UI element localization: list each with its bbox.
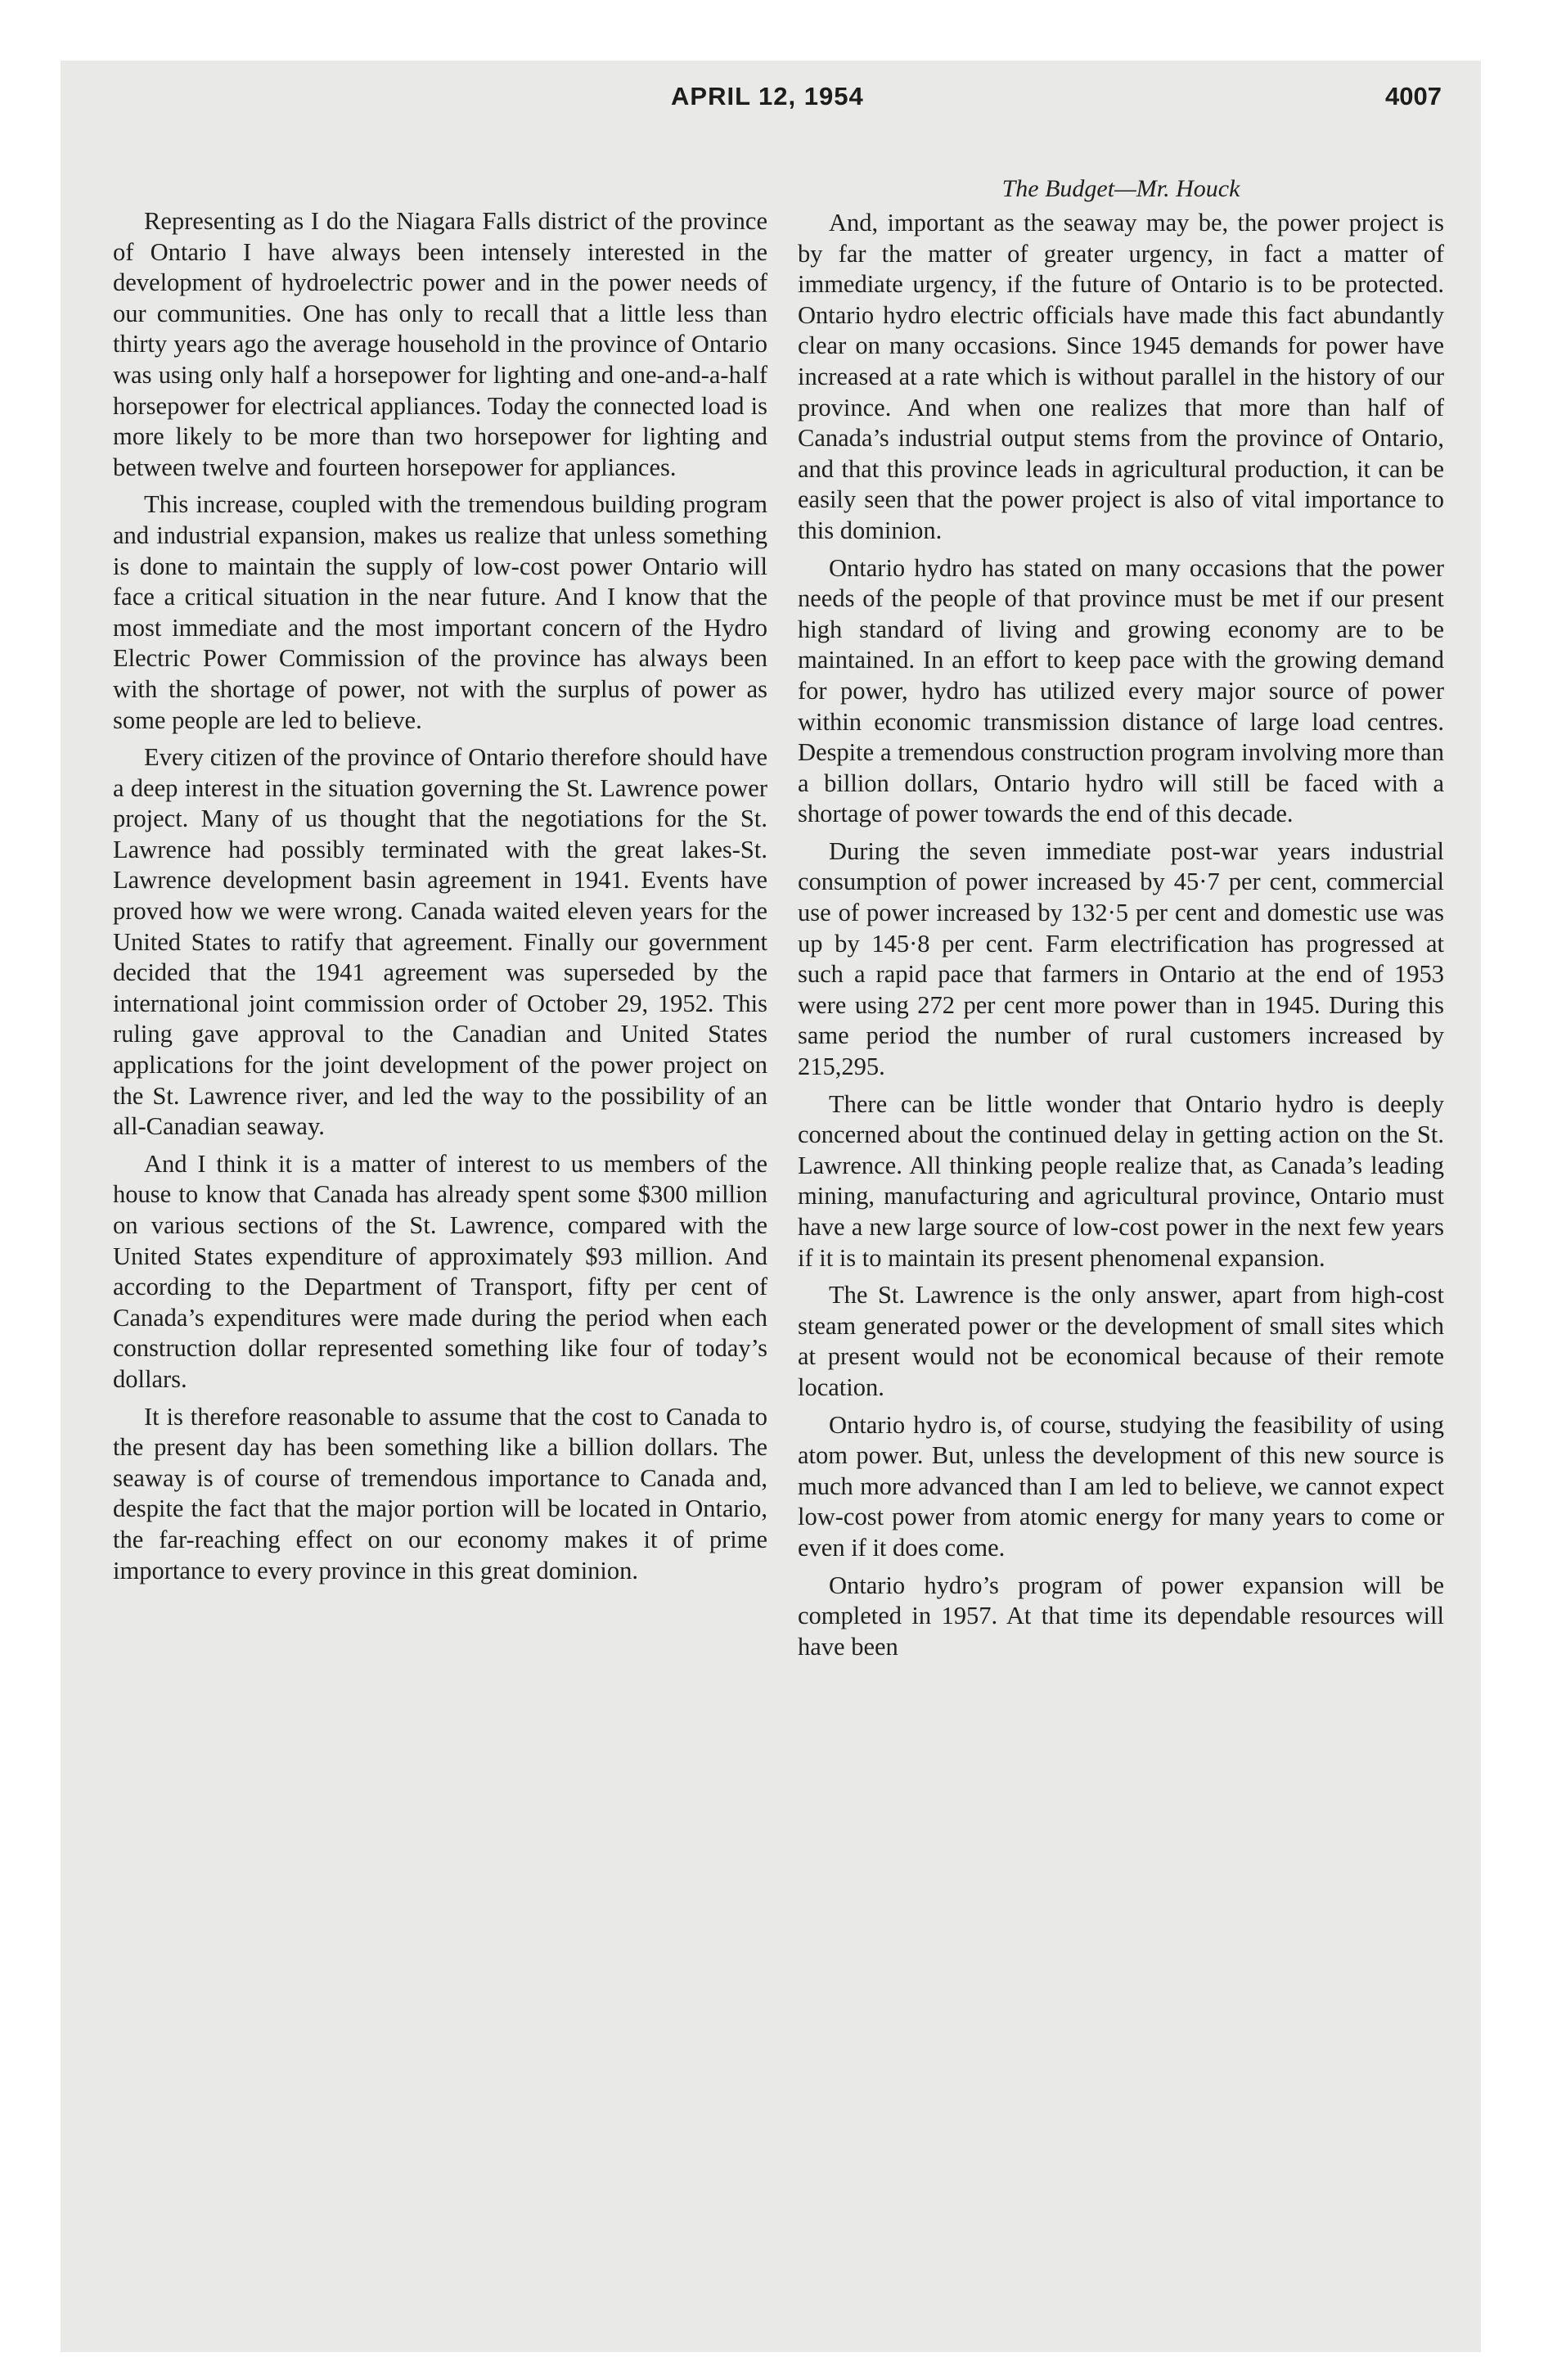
paragraph: Ontario hydro’s program of power expansion will be completed in 1957. At that time its dependable resources will have been	[798, 1571, 1444, 1661]
paragraph: During the seven immediate post-war years industrial consumption of power increased by 45·7 per cent, commercial use of power increased by 132·5 per cent and domestic use was up by 145·8 per cent. Farm electrification has progressed at such a rapid pace that farmers in Ontario at the end of 1953 were using 272 per cent more power than in 1945. During this same period the number of rural customers increased by 215,295.	[798, 836, 1444, 1081]
paragraph: And I think it is a matter of interest to us members of the house to know that Canada has already spent some $300 million on various sections of the St. Lawrence, compared with the United States expenditure of approximately $93 million. And according to the Department of Transport, fifty per cent of Canada’s expenditures were made during the period when each construction dollar represented something like four of today’s dollars.	[113, 1149, 767, 1393]
paragraph: It is therefore reasonable to assume that the cost to Canada to the present day has been something like a billion dollars. The seaway is of course of tremendous importance to Canada and, despite the fact that the major portion will be located in Ontario, the far-reaching effect on our economy makes it of prime importance to every province in this great dominion.	[113, 1402, 767, 1584]
paragraph: The St. Lawrence is the only answer, apart from high-cost steam generated power or the development of small sites which at present would not be economical because of their remote location.	[798, 1281, 1444, 1401]
paragraph: This increase, coupled with the tremendous building program and industrial expansion, makes us realize that unless something is done to maintain the supply of low-cost power Ontario will face a critical situation in the near future. And I know that the most immediate and the most important concern of the Hydro Electric Power Commission of the province has always been with the shortage of power, not with the surplus of power as some people are led to believe.	[113, 490, 767, 734]
page-header	[0, 82, 1548, 123]
left-column	[113, 206, 767, 1593]
paragraph: And, important as the seaway may be, the power project is by far the matter of greater urgency, in fact a matter of immediate urgency, if the future of Ontario is to be protected. Ontario hydro electric officials have made this fact abundantly clear on many occasions. Since 1945 demands for power have increased at a rate which is without parallel in the history of our province. And when one realizes that more than half of Canada’s industrial output stems from the province of Ontario, and that this province leads in agricultural production, it can be easily seen that the power project is also of vital importance to this dominion.	[798, 209, 1444, 544]
right-column	[798, 174, 1444, 1669]
paragraph: There can be little wonder that Ontario hydro is deeply concerned about the continued delay in getting action on the St. Lawrence. All thinking people realize that, as Canada’s leading mining, manufacturing and agricultural province, Ontario must have a new large source of low-cost power in the next few years if it is to maintain its present phenomenal expansion.	[798, 1089, 1444, 1272]
section-subheading: The Budget—Mr. Houck	[1001, 175, 1240, 202]
page-number: 4007	[1385, 82, 1442, 110]
paragraph: Ontario hydro is, of course, studying the feasibility of using atom power. But, unless the development of this new source is much more advanced than I am led to believe, we cannot expect low-cost power from atomic energy for many years to come or even if it does come.	[798, 1410, 1444, 1562]
header-date: APRIL 12, 1954	[671, 82, 864, 110]
paragraph: Ontario hydro has stated on many occasions that the power needs of the people of that province must be met if our present high standard of living and growing economy are to be maintained. In an effort to keep pace with the growing demand for power, hydro has utilized every major source of power within economic transmission distance of large load centres. Despite a tremendous construction program involving more than a billion dollars, Ontario hydro will still be faced with a shortage of power towards the end of this decade.	[798, 553, 1444, 828]
paragraph: Representing as I do the Niagara Falls district of the province of Ontario I have always been intensely interested in the development of hydroelectric power and in the power needs of our communities. One has only to recall that a little less than thirty years ago the average household in the province of Ontario was using only half a horsepower for lighting and one-and-a-half horsepower for electrical appliances. Today the connected load is more likely to be more than two horsepower for lighting and between twelve and fourteen horsepower for appliances.	[113, 207, 767, 481]
paragraph: Every citizen of the province of Ontario therefore should have a deep interest in the situation governing the St. Lawrence power project. Many of us thought that the negotiations for the St. Lawrence had possibly terminated with the great lakes-St. Lawrence development basin agreement in 1941. Events have proved how we were wrong. Canada waited eleven years for the United States to ratify that agreement. Finally our government decided that the 1941 agreement was superseded by the international joint commission order of October 29, 1952. This ruling gave approval to the Canadian and United States applications for the joint development of the power project on the St. Lawrence river, and led the way to the possibility of an all-Canadian seaway.	[113, 743, 767, 1141]
